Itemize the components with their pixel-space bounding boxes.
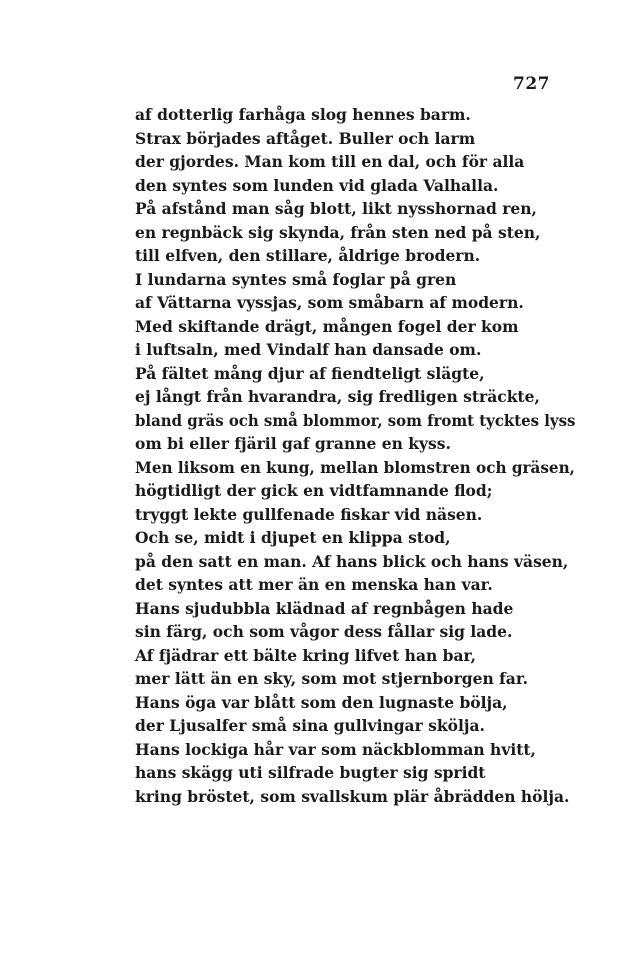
poem-line: den syntes som lunden vid glada Valhalla. — [135, 175, 499, 195]
poem-line: ej långt från hvarandra, sig fredligen sträckte, — [135, 387, 540, 406]
poem-line: der gjordes. Man kom till en dal, och för alla — [135, 152, 525, 171]
poem-line: af Vättarna vyssjas, som småbarn af modern. — [135, 293, 524, 312]
poem-line: Af fjädrar ett bälte kring lifvet han bar, — [135, 645, 476, 665]
poem-line: bland gräs och små blommor, som fromt tycktes lyss — [135, 410, 576, 430]
page-number: 727 — [513, 74, 550, 94]
poem-line: till elfven, den stillare, åldrige brodern. — [135, 246, 481, 265]
poem-line: mer lätt än en sky, som mot stjernborgen far. — [135, 669, 528, 688]
poem-line: På fältet mång djur af fiendteligt slägte, — [135, 363, 485, 383]
poem-line: Hans sjudubbla klädnad af regnbågen hade — [135, 598, 514, 618]
poem-line: hans skägg uti silfrade bugter sig spridt — [135, 763, 486, 782]
poem-line: det syntes att mer än en menska han var. — [135, 575, 493, 594]
poem-line: Hans öga var blått som den lugnaste bölja, — [135, 692, 508, 712]
poem-line: en regnbäck sig skynda, från sten ned på sten, — [135, 222, 541, 242]
poem-line: om bi eller fjäril gaf granne en kyss. — [135, 434, 451, 453]
poem-line: der Ljusalfer små sina gullvingar skölja. — [135, 716, 485, 735]
poem-line: på den satt en man. Af hans blick och hans väsen, — [135, 551, 569, 571]
poem-line: kring bröstet, som svallskum plär åbrädden hölja. — [135, 786, 570, 806]
poem-text — [135, 103, 575, 808]
poem-line: Men liksom en kung, mellan blomstren och gräsen, — [135, 457, 575, 477]
poem-line: Och se, midt i djupet en klippa stod, — [135, 528, 451, 547]
poem-line: i luftsaln, med Vindalf han dansade om. — [135, 340, 482, 359]
poem-line: Med skiftande drägt, mången fogel der kom — [135, 316, 519, 336]
poem-line: tryggt lekte gullfenade fiskar vid näsen. — [135, 504, 483, 524]
poem-line: högtidligt der gick en vidtfamnande flod; — [135, 481, 493, 500]
poem-line: På afstånd man såg blott, likt nysshornad ren, — [135, 199, 537, 218]
poem-line: Strax börjades aftåget. Buller och larm — [135, 128, 476, 148]
poem-line: Hans lockiga hår var som näckblomman hvitt, — [135, 739, 536, 759]
poem-line: I lundarna syntes små foglar på gren — [135, 269, 457, 289]
poem-line: sin färg, och som vågor dess fållar sig lade. — [135, 622, 513, 641]
poem-line: af dotterlig farhåga slog hennes barm. — [135, 105, 471, 124]
